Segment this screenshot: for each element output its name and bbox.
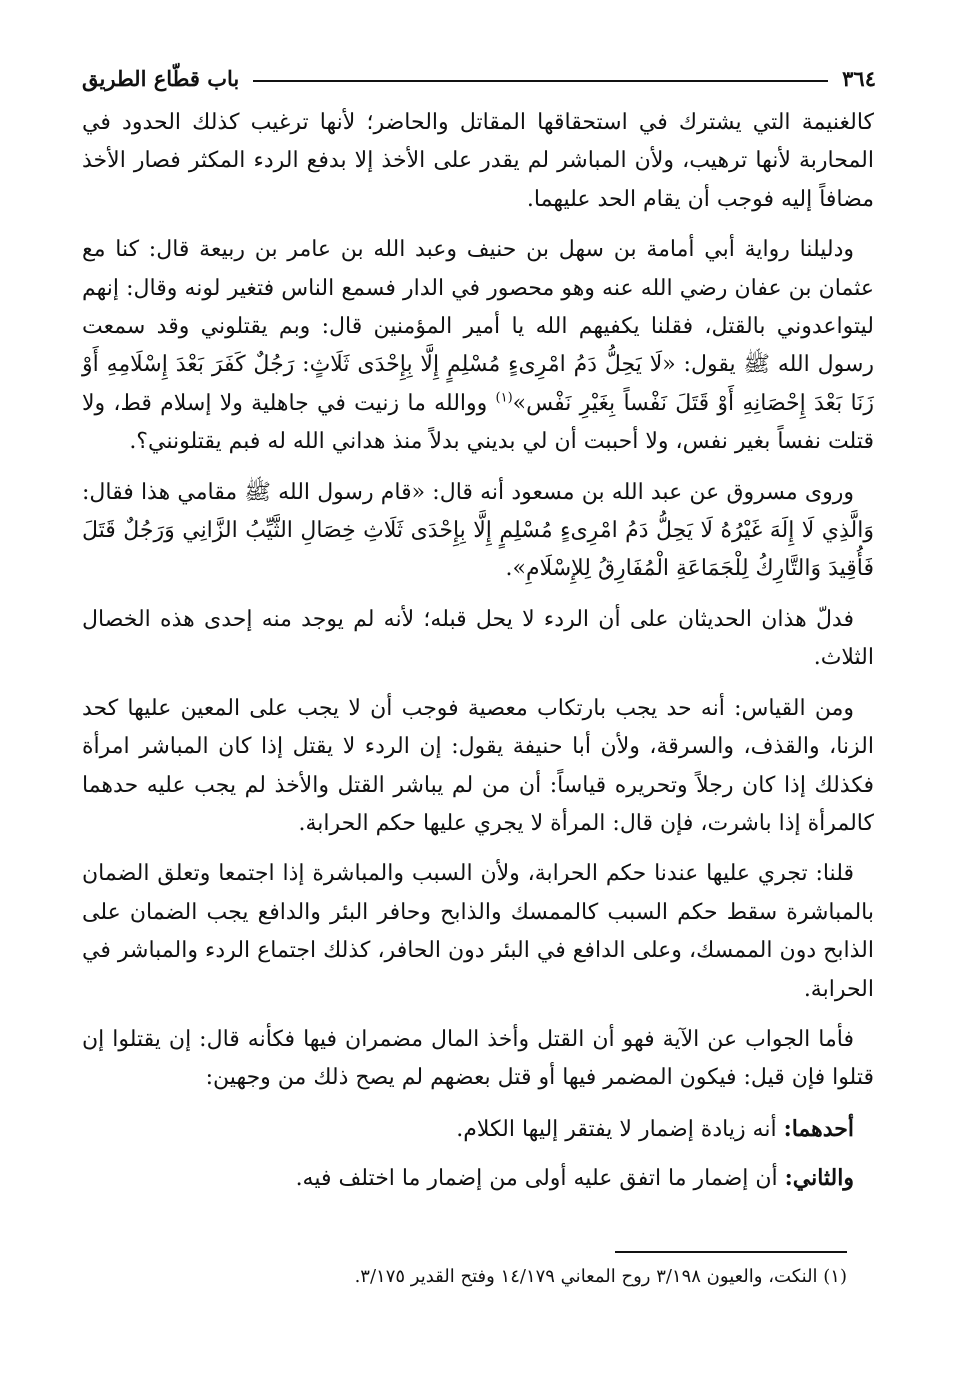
paragraph-2-tail: ووالله ما زنيت في جاهلية ولا إسلام قط، ولا قتلت نفساً بغير نفس، ولا أحببت أن لي بديني بدلاً منذ هداني الله له فبم يقتلونني؟. [82, 390, 874, 455]
header-rule [253, 80, 828, 82]
first-point-label: أحدهما: [783, 1115, 854, 1142]
second-point-label: والثاني: [784, 1165, 854, 1192]
second-point-text: أن إضمار ما اتفق عليه أولى من إضمار ما اختلف فيه. [295, 1166, 785, 1192]
page-number: ٣٦٤ [842, 65, 876, 91]
paragraph-3: وروى مسروق عن عبد الله بن مسعود أنه قال: «قام رسول الله ﷺ مقامي هذا فقال: وَالَّذِي لَا إِلَهَ غَيْرُهُ لَا يَحِلُّ دَمُ امْرِىءٍ مُسْلِمٍ إِلَّا بِإِحْدَى ثَلَاثِ خِصَالِ الثَّيِّبُ الزَّانِي وَرَجُلٌ قَتَلَ فَأُقِيدَ وَالتَّارِكُ لِلْجَمَاعَةِ الْمُفَارِقُ لِلإِسْلَامِ». [82, 479, 874, 582]
page-body [82, 104, 874, 1209]
running-header [82, 58, 876, 98]
paragraph-2 [82, 231, 874, 461]
paragraph-4: فدلّ هذان الحديثان على أن الردء لا يحل قبله؛ لأنه لم يوجد منه إحدى هذه الخصال الثلاث. [82, 606, 874, 671]
first-point-text: أنه زيادة إضمار لا يفتقر إليها الكلام. [456, 1116, 784, 1142]
paragraph-6: قلنا: تجري عليها عندنا حكم الحرابة، ولأن السبب والمباشرة إذا اجتمعا وتعلق الضمان بالمباشرة سقط حكم السبب كالممسك والذابح وحافر البئر والدافع يجب الضمان على الذابح دون الممسك، وعلى الدافع في البئر دون الحافر، كذلك اجتماع الردء والمباشر في الحرابة. [82, 861, 874, 1002]
footnote: (١) النكت، والعيون ٣/١٩٨ روح المعاني ١٤/١٧٩ وفتح القدير ٣/١٧٥. [354, 1266, 847, 1287]
paragraph-2-text: ودليلنا رواية أبي أمامة بن سهل بن حنيف وعبد الله بن عامر بن ربيعة قال: كنا مع عثمان بن عفان رضي الله عنه وهو محصور في الدار فسمع الناس فتغير لونه وقال: إنهم ليتواعدوني بالقتل، فقلنا يكفيهم الله يا أمير المؤمنين قال: وبم يقتلوني وقد سمعت رسول الله ﷺ يقول: «لَا يَحِلُّ دَمُ امْرِىءٍ مُسْلِمٍ إِلَّا بِإِحْدَى ثَلَاثٍ: رَجُلٌ كَفَرَ بَعْدَ إِسْلَامِهِ أَوْ زَنَا بَعْدَ إِحْصَانِهِ أَوْ قَتَلَ نَفْساً بِغَيْرِ نَفْس» [82, 237, 874, 416]
paragraph-1: كالغنيمة التي يشترك في استحقاقها المقاتل والحاضر؛ لأنها ترغيب كذلك الحدود في المحاربة لأنها ترهيب، ولأن المباشر لم يقدر على الأخذ إلا بدفع الردء المكثر فصار الأخذ مضافاً إليه فوجب أن يقام الحد عليهما. [82, 110, 874, 212]
paragraph-8 [82, 1110, 874, 1149]
chapter-title: باب قطّاع الطريق [82, 65, 240, 91]
paragraph-7: فأما الجواب عن الآية فهو أن القتل وأخذ المال مضمران فيها فكأنه قال: إن يقتلوا إن قتلوا فإن قيل: فيكون المضمر فيها أو قتل بعضهم لم يصح ذلك من وجهين: [82, 1026, 874, 1091]
footnote-rule [615, 1251, 847, 1253]
paragraph-5: ومن القياس: أنه حد يجب بارتكاب معصية فوجب أن لا يجب على المعين عليها كحد الزنا، والقذف، والسرقة، ولأن أبا حنيفة يقول: إن الردء لا يقتل إذا كان المباشر امرأة فكذلك إذا كان رجلاً وتحريره قياساً: أن من لم يباشر القتل والأخذ لم يجب عليه حدهما كالمرأة إذا باشرت، فإن قال: المرأة لا يجري عليها حكم الحرابة. [82, 695, 874, 836]
paragraph-9 [82, 1159, 874, 1198]
footnote-marker: (١) [495, 390, 513, 406]
